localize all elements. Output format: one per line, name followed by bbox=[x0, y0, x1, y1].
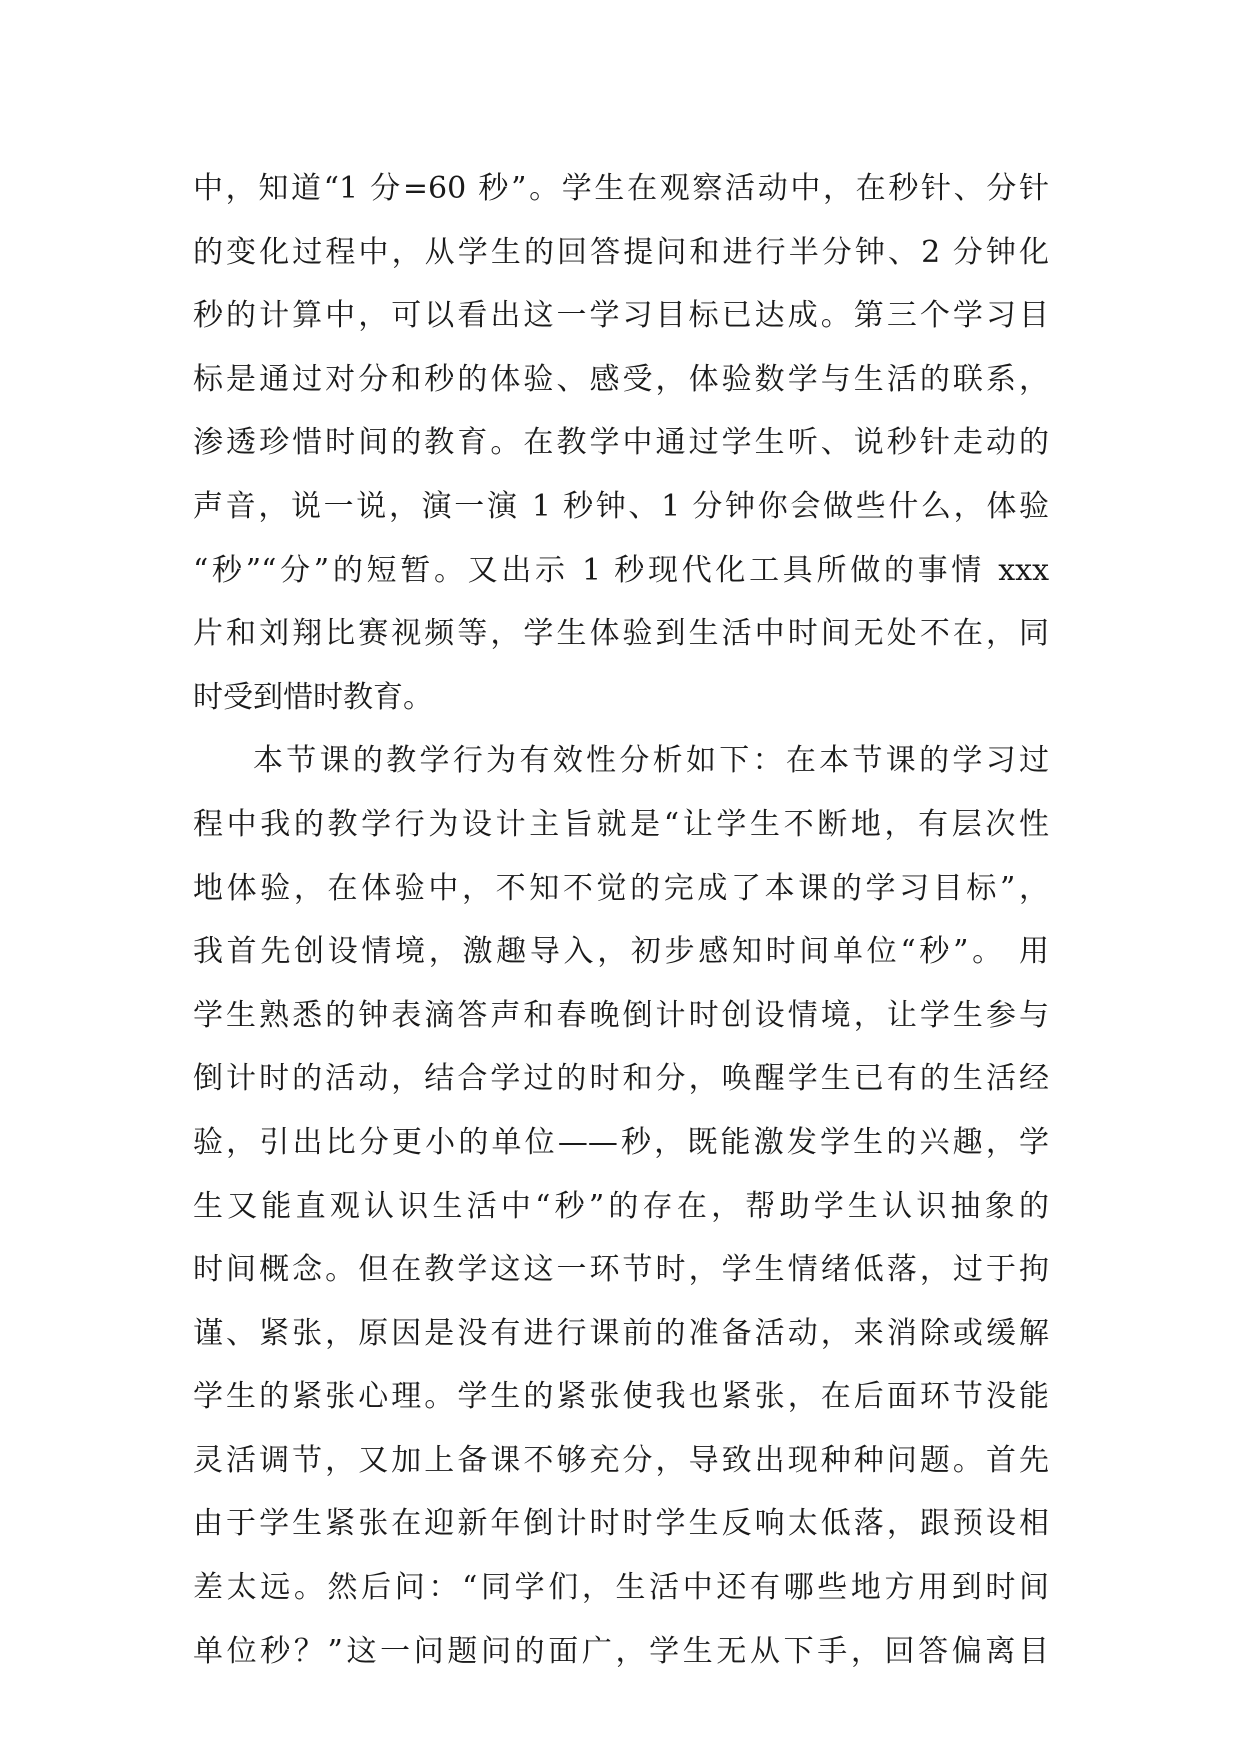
text-line: 学生的紧张心理。学生的紧张使我也紧张，在后面环节没能 bbox=[193, 1379, 1049, 1415]
text-line: 片和刘翔比赛视频等，学生体验到生活中时间无处不在，同 bbox=[193, 616, 1049, 652]
text-line: 我首先创设情境，激趣导入，初步感知时间单位“秒”。 用 bbox=[193, 934, 1049, 970]
text-line: 谨、紧张，原因是没有进行课前的准备活动，来消除或缓解 bbox=[193, 1315, 1049, 1351]
text-line: 标是通过对分和秒的体验、感受，体验数学与生活的联系， bbox=[193, 361, 1049, 397]
text-line: 秒的计算中，可以看出这一学习目标已达成。第三个学习目 bbox=[193, 298, 1049, 334]
text-line: 单位秒？”这一问题问的面广，学生无从下手，回答偏离目 bbox=[193, 1633, 1049, 1669]
text-line: 生又能直观认识生活中“秒”的存在，帮助学生认识抽象的 bbox=[193, 1188, 1049, 1224]
text-line: 倒计时的活动，结合学过的时和分，唤醒学生已有的生活经 bbox=[193, 1061, 1049, 1097]
text-line: 程中我的教学行为设计主旨就是“让学生不断地，有层次性 bbox=[193, 806, 1049, 842]
text-line: 时受到惜时教育。 bbox=[193, 679, 433, 715]
text-line: 的变化过程中，从学生的回答提问和进行半分钟、2 分钟化 bbox=[193, 234, 1049, 270]
text-line: 灵活调节，又加上备课不够充分，导致出现种种问题。首先 bbox=[193, 1442, 1049, 1478]
text-line: 本节课的教学行为有效性分析如下：在本节课的学习过 bbox=[253, 743, 1049, 779]
text-line: 声音，说一说，演一演 1 秒钟、1 分钟你会做些什么，体验 bbox=[193, 488, 1049, 524]
paragraph bbox=[193, 157, 1049, 729]
text-line: 学生熟悉的钟表滴答声和春晚倒计时创设情境，让学生参与 bbox=[193, 997, 1049, 1033]
text-line: 地体验，在体验中，不知不觉的完成了本课的学习目标”， bbox=[193, 870, 1049, 906]
body-text bbox=[193, 157, 1049, 1683]
text-line: 中，知道“1 分=60 秒”。学生在观察活动中，在秒针、分针 bbox=[193, 171, 1049, 206]
text-line: “秒”“分”的短暂。又出示 1 秒现代化工具所做的事情 xxx bbox=[193, 552, 1049, 588]
text-line: 验，引出比分更小的单位——秒，既能激发学生的兴趣，学 bbox=[193, 1124, 1049, 1160]
paragraph bbox=[193, 729, 1049, 1683]
text-line: 由于学生紧张在迎新年倒计时时学生反响太低落，跟预设相 bbox=[193, 1506, 1049, 1542]
text-line: 渗透珍惜时间的教育。在教学中通过学生听、说秒针走动的 bbox=[193, 425, 1049, 461]
text-line: 差太远。然后问：“同学们，生活中还有哪些地方用到时间 bbox=[193, 1570, 1049, 1606]
text-line: 时间概念。但在教学这这一环节时，学生情绪低落，过于拘 bbox=[193, 1252, 1049, 1288]
